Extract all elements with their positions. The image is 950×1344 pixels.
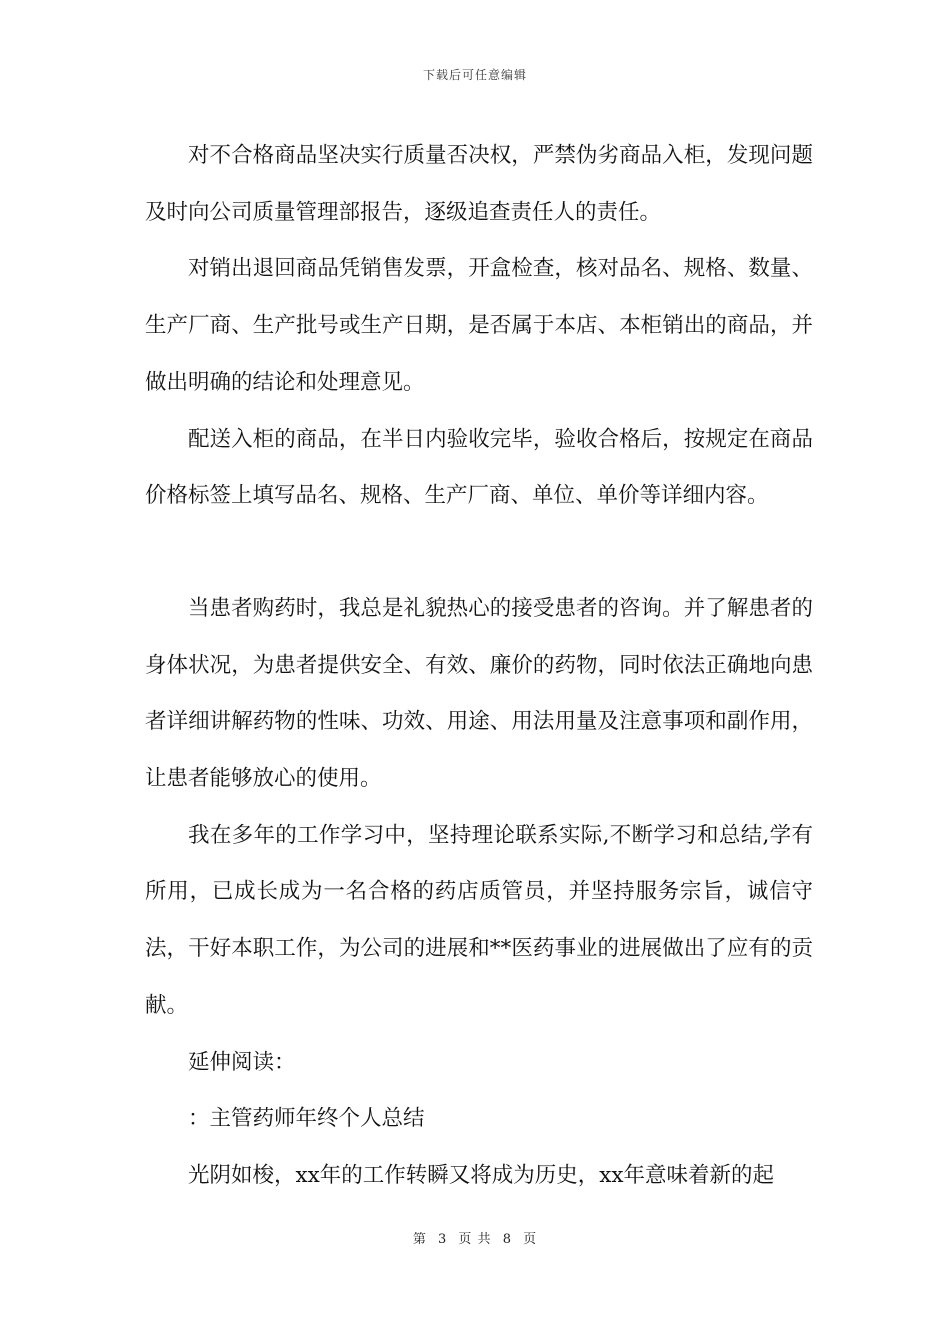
- footer-mid: 页 共: [458, 1232, 492, 1247]
- footer-suffix: 页: [523, 1232, 538, 1247]
- paragraph-subheading: ：主管药师年终个人总结: [188, 1106, 425, 1132]
- footer-total-pages: 8: [502, 1232, 512, 1247]
- header-note: 下载后可任意编辑: [422, 68, 527, 82]
- paragraph-patient-consultation: 当患者购药时，我总是礼貌热心的接受患者的咨询。并了解患者的身体状况，为患者提供安全、有效、廉价的药物，同时依法正确地向患者详细讲解药物的性味、功效、用途、用法用量及注意事项和副作用，让患者能够放心的使用。: [145, 595, 813, 792]
- paragraph-gap: [145, 525, 813, 581]
- page-footer: [0, 1228, 950, 1247]
- footer-current-page: 3: [438, 1232, 448, 1247]
- paragraph-work-summary: 我在多年的工作学习中，坚持理论联系实际,不断学习和总结,学有所用，已成长成为一名合格的药店质管员，并坚持服务宗旨，诚信守法，干好本职工作，为公司的进展和**医药事业的进展做出了应有的贡献。: [145, 822, 813, 1018]
- paragraph-unqualified-goods: 对不合格商品坚决实行质量否决权，严禁伪劣商品入柜，发现问题及时向公司质量管理部报告，逐级追查责任人的责任。: [145, 143, 813, 225]
- paragraph-delivery-acceptance: 配送入柜的商品，在半日内验收完毕，验收合格后，按规定在商品价格标签上填写品名、规格、生产厂商、单位、单价等详细内容。: [145, 426, 813, 509]
- paragraph-opening-line: 光阴如梭，xx年的工作转瞬又将成为历史，xx年意味着新的起: [188, 1162, 775, 1188]
- footer-prefix: 第: [412, 1232, 427, 1247]
- document-body: [145, 128, 813, 1205]
- paragraph-extended-reading: 延伸阅读：: [188, 1049, 296, 1075]
- paragraph-returned-goods: 对销出退回商品凭销售发票，开盒检查，核对品名、规格、数量、生产厂商、生产批号或生产日期，是否属于本店、本柜销出的商品，并做出明确的结论和处理意见。: [145, 256, 813, 395]
